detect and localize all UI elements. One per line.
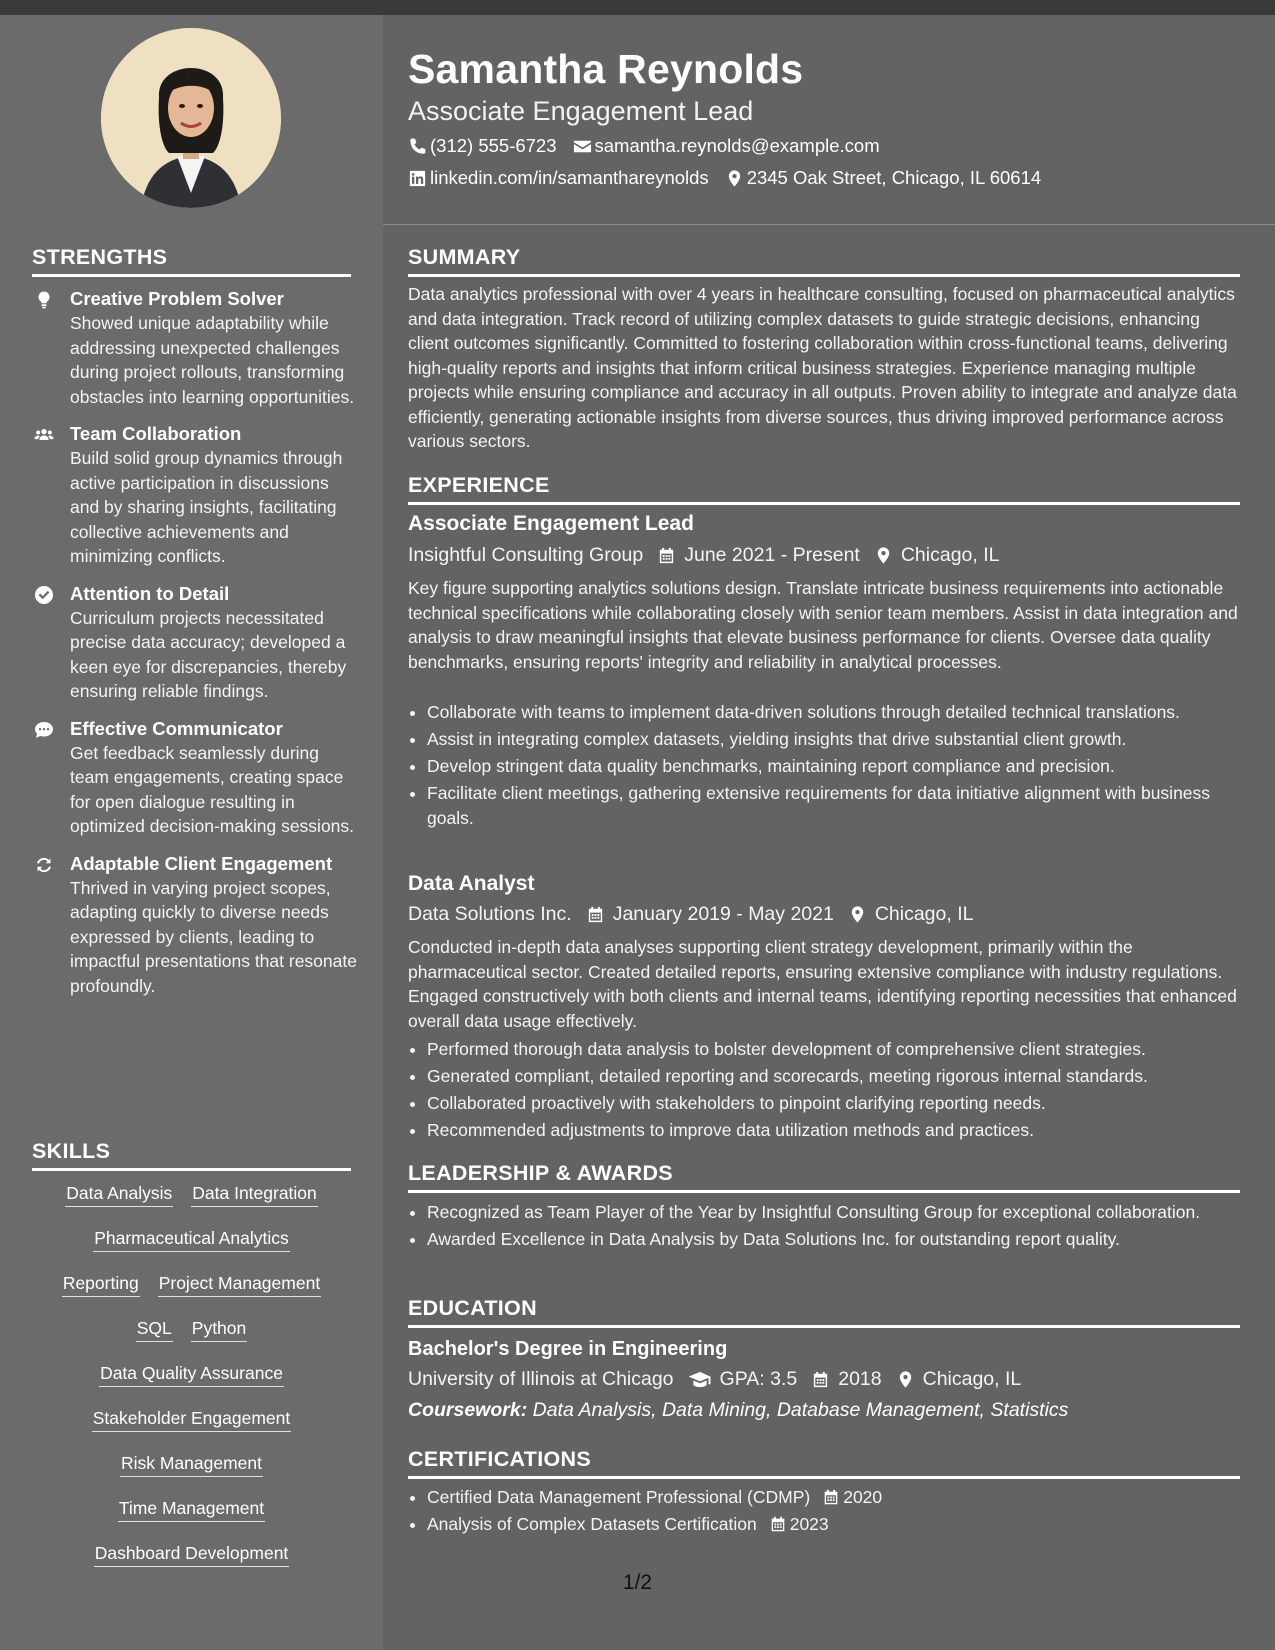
coursework-label: Coursework: bbox=[408, 1399, 528, 1421]
certifications-heading: CERTIFICATIONS bbox=[408, 1446, 1240, 1479]
email-item[interactable] bbox=[573, 134, 880, 158]
calendar-icon bbox=[657, 546, 676, 565]
location-pin-icon bbox=[725, 169, 744, 188]
job-bullet: • Performed thorough data analysis to bolster development of comprehensive client strategies. bbox=[427, 1037, 1259, 1062]
summary-heading: SUMMARY bbox=[408, 244, 1240, 277]
job-bullet: • Assist in integrating complex datasets, yielding insights that drive substantial client growth. bbox=[427, 727, 1259, 752]
job-bullets bbox=[408, 1037, 1259, 1145]
skills-heading: SKILLS bbox=[32, 1138, 351, 1171]
job-dates: January 2019 - May 2021 bbox=[612, 903, 834, 925]
sync-icon bbox=[34, 855, 54, 875]
strength-item bbox=[32, 422, 362, 569]
job-meta bbox=[408, 901, 973, 927]
calendar-icon bbox=[811, 1370, 830, 1389]
skill-tag: Data Integration bbox=[191, 1182, 318, 1207]
graduation-cap-icon bbox=[688, 1370, 712, 1389]
job-bullets bbox=[408, 700, 1259, 833]
coursework bbox=[408, 1397, 1068, 1423]
calendar-icon bbox=[586, 905, 605, 924]
strength-item bbox=[32, 287, 362, 409]
job-bullet: • Develop stringent data quality benchmarks, maintaining report compliance and precision. bbox=[427, 754, 1259, 779]
linkedin-icon bbox=[408, 169, 427, 188]
job-bullet: • Recommended adjustments to improve data utilization methods and practices. bbox=[427, 1118, 1259, 1143]
gpa-text: GPA: 3.5 bbox=[719, 1368, 798, 1390]
email-link[interactable]: samantha.reynolds@example.com bbox=[594, 135, 880, 156]
school-name: University of Illinois at Chicago bbox=[408, 1368, 674, 1390]
page-number: 1/2 bbox=[622, 1571, 653, 1594]
comment-icon bbox=[34, 720, 54, 740]
phone-item bbox=[408, 134, 557, 158]
envelope-icon bbox=[573, 137, 592, 156]
linkedin-item[interactable] bbox=[408, 166, 709, 190]
certification-year: 2023 bbox=[789, 1514, 829, 1534]
strengths-list bbox=[32, 287, 362, 1011]
candidate-title: Associate Engagement Lead bbox=[408, 96, 754, 126]
company-name: Insightful Consulting Group bbox=[408, 544, 644, 566]
job-bullet: • Collaborate with teams to implement data-driven solutions through detailed technical translations. bbox=[427, 700, 1259, 725]
leadership-list bbox=[408, 1200, 1259, 1254]
leadership-heading: LEADERSHIP & AWARDS bbox=[408, 1160, 1240, 1193]
job-dates: June 2021 - Present bbox=[684, 544, 860, 566]
address-item bbox=[725, 166, 1041, 190]
skill-tag: Data Quality Assurance bbox=[99, 1362, 284, 1387]
job-location: Chicago, IL bbox=[900, 544, 1000, 566]
job-location: Chicago, IL bbox=[874, 903, 974, 925]
candidate-name: Samantha Reynolds bbox=[408, 46, 804, 92]
job-description: Conducted in-depth data analyses supporting client strategy development, primarily within the pharmaceutical sector. Created detailed reports, ensuring extensive compliance with industry regulations. Engaged constructively with both clients and internal teams, identifying reporting necessities that enhanced overall data usage effectively. bbox=[408, 937, 1237, 1031]
certification-name: • Analysis of Complex Datasets Certification bbox=[427, 1514, 757, 1534]
skill-tag: Time Management bbox=[118, 1497, 265, 1522]
job-title: Associate Engagement Lead bbox=[408, 512, 694, 535]
location-pin-icon bbox=[896, 1370, 915, 1389]
skill-tag: SQL bbox=[136, 1317, 173, 1342]
strength-title: Adaptable Client Engagement bbox=[70, 852, 333, 874]
skill-tag: Data Analysis bbox=[65, 1182, 173, 1207]
profile-photo bbox=[101, 28, 281, 208]
education-location: Chicago, IL bbox=[922, 1368, 1022, 1390]
skill-tag: Python bbox=[191, 1317, 247, 1342]
skill-tag: Stakeholder Engagement bbox=[92, 1407, 292, 1432]
strength-title: Creative Problem Solver bbox=[70, 288, 284, 309]
coursework-list: Data Analysis, Data Mining, Database Management, Statistics bbox=[532, 1399, 1069, 1421]
certifications-list bbox=[408, 1485, 1259, 1539]
skill-tag: Risk Management bbox=[120, 1452, 263, 1477]
calendar-icon bbox=[769, 1515, 787, 1533]
summary-text: Data analytics professional with over 4 years in healthcare consulting, focused on pharmaceutical analytics and data integration. Track record of utilizing complex datasets to guide strategic decisions, enhancing client outcomes significantly. Committed to fostering collaboration within cross-functional teams, delivering high-quality reports and insights that inform critical business strategies. Experience managing multiple projects while ensuring compliance and accuracy in all outputs. Proven ability to integrate and analyze data efficiently, generating actionable insights from diverse sources, thus driving improved performance across various sectors. bbox=[408, 284, 1237, 451]
strengths-heading: STRENGTHS bbox=[32, 244, 351, 277]
degree-title: Bachelor's Degree in Engineering bbox=[408, 1338, 728, 1360]
skill-tag: Project Management bbox=[158, 1272, 321, 1297]
strength-title: Team Collaboration bbox=[70, 423, 242, 444]
strength-desc: Get feedback seamlessly during team engagements, creating space for open dialogue resulting in optimized decision-making sessions. bbox=[70, 742, 355, 836]
skill-tag: Dashboard Development bbox=[94, 1542, 290, 1567]
certification-item bbox=[427, 1485, 1259, 1510]
header-divider bbox=[383, 224, 1275, 225]
linkedin-link[interactable]: linkedin.com/in/samanthareynolds bbox=[430, 167, 709, 188]
location-pin-icon bbox=[874, 546, 893, 565]
strength-item bbox=[32, 852, 362, 999]
company-name: Data Solutions Inc. bbox=[408, 903, 572, 925]
job-bullet: • Collaborated proactively with stakeholders to pinpoint clarifying reporting needs. bbox=[427, 1091, 1259, 1116]
lightbulb-icon bbox=[34, 290, 54, 310]
education-heading: EDUCATION bbox=[408, 1295, 1240, 1328]
phone-text: (312) 555-6723 bbox=[430, 135, 557, 156]
strength-title: Effective Communicator bbox=[70, 717, 283, 739]
job-description: Key figure supporting analytics solutions design. Translate intricate business requirements into actionable technical specifications while collaborating closely with senior team members. Assist in data integration and analysis to draw meaningful insights that elevate business performance for clients. Oversee data quality benchmarks, ensuring reports' integrity and reliability in analytical processes. bbox=[408, 578, 1238, 672]
job-title: Data Analyst bbox=[408, 872, 535, 895]
award-item: • Recognized as Team Player of the Year by Insightful Consulting Group for exceptional collaboration. bbox=[427, 1200, 1259, 1225]
certification-item bbox=[427, 1512, 1259, 1537]
experience-heading: EXPERIENCE bbox=[408, 472, 1240, 505]
strength-desc: Showed unique adaptability while addressing unexpected challenges during project rollouts, transforming obstacles into learning opportunities. bbox=[70, 313, 355, 407]
location-pin-icon bbox=[848, 905, 867, 924]
check-circle-icon bbox=[34, 585, 54, 605]
award-item: • Awarded Excellence in Data Analysis by Data Solutions Inc. for outstanding report quality. bbox=[427, 1227, 1259, 1252]
education-meta bbox=[408, 1366, 1021, 1392]
strength-desc: Build solid group dynamics through active participation in discussions and by sharing insights, facilitating collective achievements and minimizing conflicts. bbox=[70, 448, 343, 566]
skill-tag: Reporting bbox=[62, 1272, 140, 1297]
strength-desc: Thrived in varying project scopes, adapting quickly to diverse needs expressed by clients, leading to impactful presentations that resonate profoundly. bbox=[70, 877, 357, 996]
job-bullet: • Generated compliant, detailed reporting and scorecards, meeting rigorous internal standards. bbox=[427, 1064, 1259, 1089]
strength-desc: Curriculum projects necessitated precise data accuracy; developed a keen eye for discrepancies, thereby ensuring reliable findings. bbox=[70, 607, 347, 701]
top-bar bbox=[0, 0, 1275, 15]
contact-row-2 bbox=[408, 166, 1057, 190]
phone-icon bbox=[408, 137, 427, 156]
job-bullet: • Facilitate client meetings, gathering extensive requirements for data initiative alignment with business goals. bbox=[427, 781, 1259, 830]
strength-item bbox=[32, 717, 362, 839]
job-meta bbox=[408, 542, 1000, 568]
graduation-year: 2018 bbox=[838, 1368, 882, 1390]
certification-year: 2020 bbox=[843, 1487, 883, 1507]
skills-list bbox=[32, 1182, 351, 1587]
users-icon bbox=[34, 425, 54, 445]
strength-item bbox=[32, 582, 362, 704]
contact-row-1 bbox=[408, 134, 896, 158]
calendar-icon bbox=[822, 1488, 840, 1506]
certification-name: • Certified Data Management Professional (CDMP) bbox=[427, 1487, 811, 1507]
skill-tag: Pharmaceutical Analytics bbox=[93, 1227, 290, 1252]
strength-title: Attention to Detail bbox=[70, 582, 230, 604]
address-text: 2345 Oak Street, Chicago, IL 60614 bbox=[746, 167, 1042, 188]
